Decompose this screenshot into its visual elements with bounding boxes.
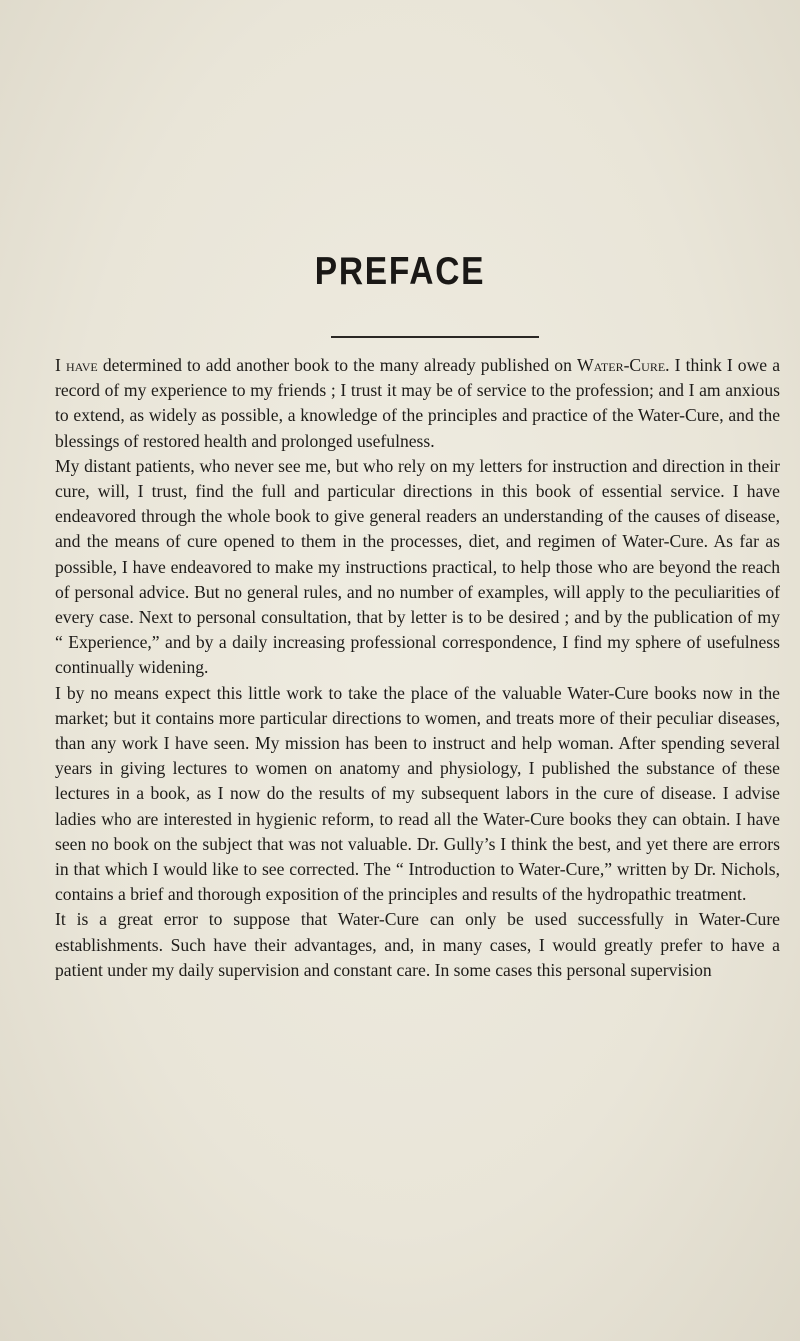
paragraph-1-lead: I have (55, 355, 98, 375)
page-title: PREFACE (314, 250, 486, 293)
title-rule (331, 336, 539, 338)
paragraph-4: It is a great error to suppose that Water-Cure can only be used successfully in Water-Cure establishments. Such have their advantages, and, in many cases, I would greatly prefer to have a patient under my daily supervision and constant care. In some cases this personal supervision (55, 909, 780, 980)
paragraph-1 (55, 353, 780, 454)
paragraph-1-water-cure: Water-Cure. (576, 355, 670, 375)
paragraph-2: My distant patients, who never see me, but who rely on my letters for instruction and direction in their cure, will, I trust, find the full and particular directions in this book of essential service. I have endeavored through the whole book to give general readers an understanding of the causes of disease, and the means of cure opened to them in the processes, diet, and regimen of Water-Cure. As far as possible, I have endeavored to make my instructions practical, to help those who are beyond the reach of personal advice. But no general rules, and no number of examples, will apply to the peculiarities of every case. Next to personal consultation, that by letter is to be desired ; and by the publication of my “ Experience,” and by a daily increasing professional correspondence, I find my sphere of usefulness continually widening. (55, 455, 780, 678)
preface-body (55, 353, 780, 983)
paragraph-1-text-b: I think I owe a record of my experience to my friends ; I trust it may be of service to the profession; and I am anxious to extend, as widely as possible, a knowledge of the principles and practice of the Water-Cure, and the blessings of restored health and prolonged usefulness. (55, 355, 781, 451)
paragraph-3: I by no means expect this little work to take the place of the valuable Water-Cure books now in the market; but it contains more particular directions to women, and treats more of their peculiar diseases, than any work I have seen. My mission has been to instruct and help woman. After spending several years in giving lectures to women on anatomy and physiology, I published the substance of these lectures in a book, as I now do the results of my subsequent labors in the cure of disease. I advise ladies who are interested in hygienic reform, to read all the Water-Cure books they can obtain. I have seen no book on the subject that was not valuable. Dr. Gully’s I think the best, and yet there are errors in that which I would like to see corrected. The “ Introduction to Water-Cure,” written by Dr. Nichols, contains a brief and thorough exposition of the principles and results of the hydropathic treatment. (55, 682, 780, 905)
paragraph-1-text-a: determined to add another book to the many already published on (97, 355, 577, 375)
